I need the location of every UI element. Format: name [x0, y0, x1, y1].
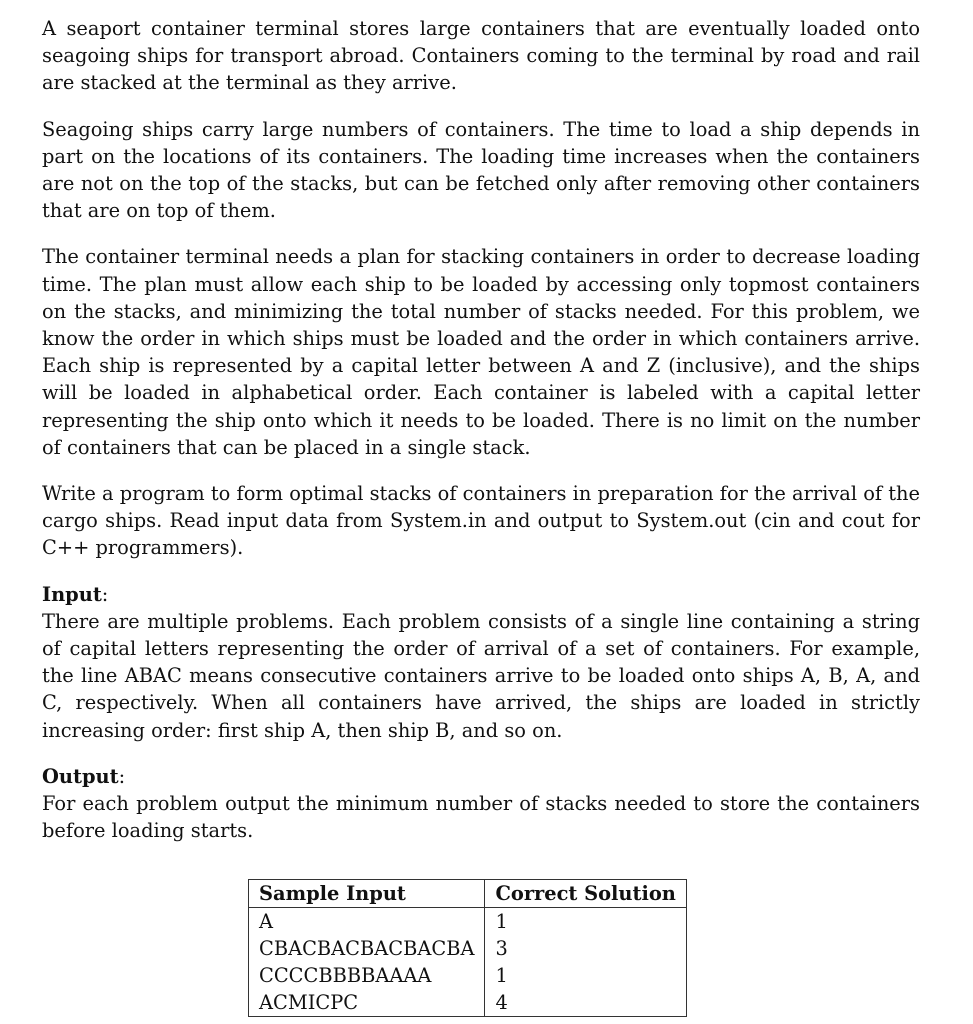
header-sample-input: Sample Input — [249, 880, 485, 908]
table-header-row — [249, 880, 687, 908]
output-heading: Output — [42, 764, 119, 788]
solution-cell: 4 — [495, 991, 508, 1014]
sample-input-cell: ACMICPC — [249, 989, 485, 1017]
solution-cell: 3 — [495, 937, 508, 960]
sample-table — [248, 879, 687, 1017]
table-row — [249, 908, 687, 936]
table-row — [249, 935, 687, 962]
solution-cell: 1 — [495, 964, 508, 987]
input-description: There are multiple problems. Each problem consists of a single line containing a string of capital letters representing the order of arrival of a set of containers. For example, the line ABAC means consecutive containers arrive to be loaded onto ships A, B, A, and C, respectively. When all containers have arrived, the ships are loaded in strictly increasing order: first ship A, then ship B, and so on. — [42, 609, 920, 742]
paragraph-intro: A seaport container terminal stores large containers that are eventually loaded onto seagoing ships for transport abroad. Containers coming to the terminal by road and rail are stacked at the terminal as they arrive. — [42, 17, 920, 95]
header-correct-solution: Correct Solution — [485, 880, 686, 908]
output-heading-colon: : — [118, 764, 126, 788]
output-section — [42, 763, 920, 845]
sample-input-cell: CBACBACBACBACBA — [249, 935, 485, 962]
paragraph-loading-time: Seagoing ships carry large numbers of containers. The time to load a ship depends in part on the locations of its containers. The loading time increases when the containers are not on the top of the stacks, but can be fetched only after removing other containers that are on top of them. — [42, 117, 920, 223]
paragraph-plan: The container terminal needs a plan for stacking containers in order to decrease loading time. The plan must allow each ship to be loaded by accessing only topmost containers on the stacks, and minimizing the total number of stacks needed. For this problem, we know the order in which ships must be loaded and the order in which containers arrive. Each ship is represented by a capital letter between A and Z (inclusive), and the ships will be loaded in alphabetical order. Each container is labeled with a capital letter representing the ship onto which it needs to be loaded. There is no limit on the number of containers that can be placed in a single stack. — [42, 245, 920, 459]
sample-input-cell: CCCCBBBBAAAA — [249, 962, 485, 989]
sample-input-cell: A — [249, 908, 485, 936]
table-row — [249, 962, 687, 989]
input-heading: Input — [42, 582, 102, 606]
output-heading-line — [42, 763, 920, 790]
sample-table-container — [248, 879, 687, 1017]
paragraph-task: Write a program to form optimal stacks of containers in preparation for the arrival of the cargo ships. Read input data from System.in and output to System.out (cin and cout for C++ programmers). — [42, 482, 920, 560]
input-heading-colon: : — [101, 582, 109, 606]
table-row — [249, 989, 687, 1017]
output-description: For each problem output the minimum number of stacks needed to store the containers before loading starts. — [42, 792, 920, 843]
input-heading-line — [42, 581, 920, 608]
problem-statement — [42, 15, 920, 863]
input-section — [42, 581, 920, 744]
solution-cell: 1 — [495, 910, 508, 933]
